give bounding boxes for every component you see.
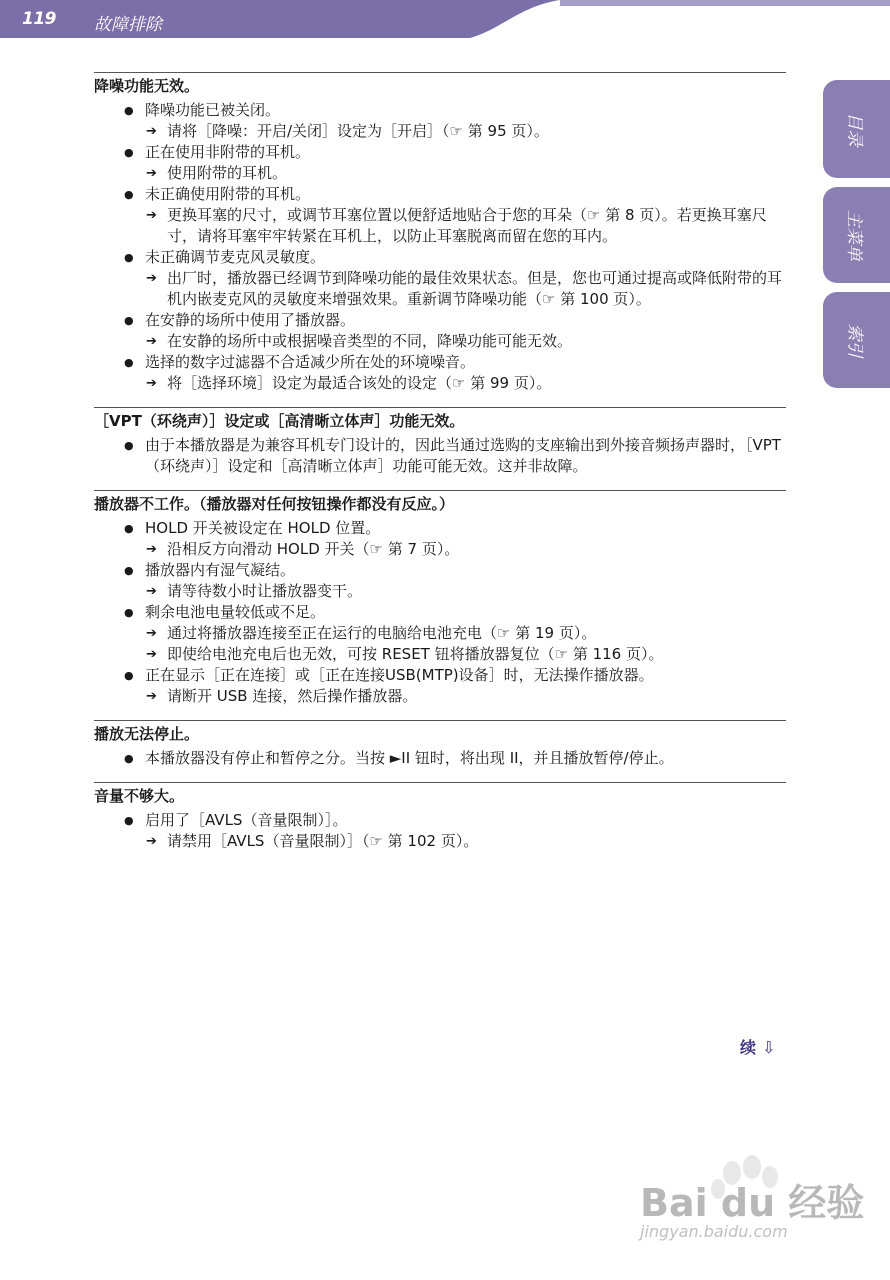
- solution-item: ➔ 更换耳塞的尺寸，或调节耳塞位置以便舒适地贴合于您的耳朵（☞ 第 8 页）。若更换耳塞尺寸，请将耳塞牢牢转紧在耳机上，以防止耳塞脱离而留在您的耳内。: [94, 205, 786, 247]
- cause-item: ● 由于本播放器是为兼容耳机专门设计的，因此当通过选购的支座输出到外接音频扬声器时，［VPT（环绕声）］设定和［高清晰立体声］功能可能无效。这并非故障。: [94, 435, 786, 477]
- cause-item: ● 剩余电池电量较低或不足。: [94, 602, 786, 623]
- issue-block-vpt: [94, 407, 786, 477]
- solution-item: ➔ 使用附带的耳机。: [94, 163, 786, 184]
- continued-link[interactable]: [740, 1035, 775, 1058]
- watermark-brand: Bai du 经验: [640, 1181, 865, 1225]
- cause-item: ● 启用了［AVLS（音量限制）］。: [94, 810, 786, 831]
- tab-main-menu-label: 主菜单: [844, 209, 864, 261]
- issue-block-volume: [94, 782, 786, 852]
- solution-item: ➔ 请禁用［AVLS（音量限制）］（☞ 第 102 页）。: [94, 831, 786, 852]
- solution-item: ➔ 在安静的场所中或根据噪音类型的不同，降噪功能可能无效。: [94, 331, 786, 352]
- cause-item: ● 本播放器没有停止和暂停之分。当按 ►II 钮时，将出现 II，并且播放暂停/停止。: [94, 748, 786, 769]
- issue-title: ［VPT（环绕声）］设定或［高清晰立体声］功能无效。: [94, 412, 465, 430]
- watermark-url: jingyan.baidu.com: [640, 1222, 788, 1241]
- cause-item: ● HOLD 开关被设定在 HOLD 位置。: [94, 518, 786, 539]
- solution-item: ➔ 将［选择环境］设定为最适合该处的设定（☞ 第 99 页）。: [94, 373, 786, 394]
- cause-item: ● 正在使用非附带的耳机。: [94, 142, 786, 163]
- cause-item: ● 播放器内有湿气凝结。: [94, 560, 786, 581]
- tab-contents-label: 目录: [844, 112, 864, 146]
- tab-index[interactable]: [823, 292, 890, 388]
- troubleshooting-content: [94, 72, 786, 865]
- solution-item: ➔ 通过将播放器连接至正在运行的电脑给电池充电（☞ 第 19 页）。: [94, 623, 786, 644]
- page-header: [0, 0, 890, 38]
- section-title: 故障排除: [94, 15, 162, 35]
- arrow-down-outline-icon: ⇩: [762, 1038, 776, 1057]
- issue-block-player-not-working: [94, 490, 786, 707]
- solution-item: ➔ 请断开 USB 连接，然后操作播放器。: [94, 686, 786, 707]
- continued-label: 续: [740, 1038, 757, 1057]
- cause-item: ● 未正确使用附带的耳机。: [94, 184, 786, 205]
- cause-item: ● 在安静的场所中使用了播放器。: [94, 310, 786, 331]
- tab-main-menu[interactable]: [823, 187, 890, 283]
- solution-item: ➔ 即使给电池充电后也无效，可按 RESET 钮将播放器复位（☞ 第 116 页）。: [94, 644, 786, 665]
- issue-title: 播放器不工作。（播放器对任何按钮操作都没有反应。）: [94, 495, 455, 513]
- issue-block-cannot-stop: [94, 720, 786, 769]
- solution-item: ➔ 请等待数小时让播放器变干。: [94, 581, 786, 602]
- solution-item: ➔ 沿相反方向滑动 HOLD 开关（☞ 第 7 页）。: [94, 539, 786, 560]
- issue-title: 降噪功能无效。: [94, 77, 200, 95]
- tab-contents[interactable]: [823, 80, 890, 178]
- tab-index-label: 索引: [844, 323, 864, 357]
- solution-item: ➔ 请将［降噪：开启/关闭］设定为［开启］（☞ 第 95 页）。: [94, 121, 786, 142]
- solution-item: ➔ 出厂时，播放器已经调节到降噪功能的最佳效果状态。但是，您也可通过提高或降低附带的耳机内嵌麦克风的灵敏度来增强效果。重新调节降噪功能（☞ 第 100 页）。: [94, 268, 786, 310]
- cause-item: ● 选择的数字过滤器不合适减少所在处的环境噪音。: [94, 352, 786, 373]
- issue-title: 播放无法停止。: [94, 725, 200, 743]
- issue-title: 音量不够大。: [94, 787, 185, 805]
- issue-block-noise-canceling: [94, 72, 786, 394]
- cause-item: ● 正在显示［正在连接］或［正在连接USB(MTP)设备］时，无法操作播放器。: [94, 665, 786, 686]
- cause-item: ● 未正确调节麦克风灵敏度。: [94, 247, 786, 268]
- page-number: 119: [22, 9, 56, 29]
- cause-item: ● 降噪功能已被关闭。: [94, 100, 786, 121]
